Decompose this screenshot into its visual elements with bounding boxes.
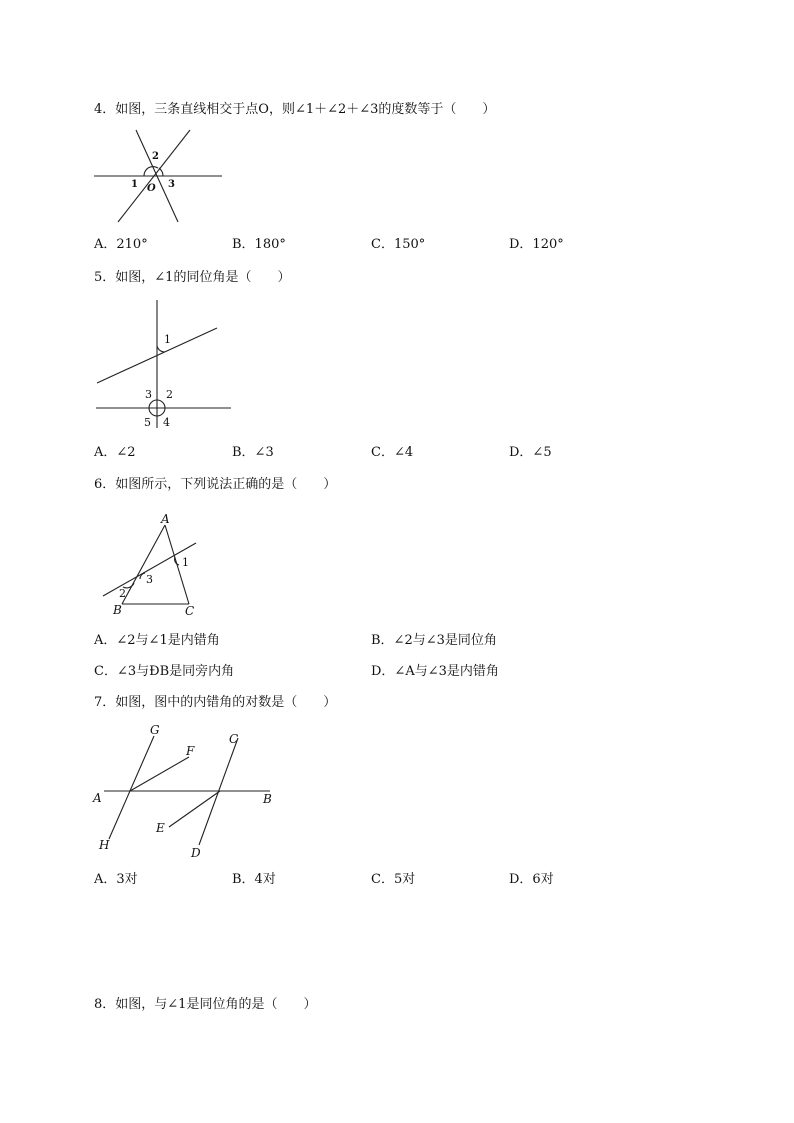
angle-label-2: 2 <box>119 587 126 600</box>
question-5 <box>94 269 290 287</box>
option-a[interactable]: A．3对 <box>94 872 138 887</box>
question-number: 8． <box>94 997 116 1012</box>
angle-label-3: 3 <box>168 179 175 190</box>
transversal-line <box>103 543 196 596</box>
angle-label-4: 4 <box>163 416 170 429</box>
question-8 <box>94 996 316 1014</box>
option-c[interactable]: C．∠3与ÐB是同旁内角 <box>94 664 235 679</box>
question-number: 6． <box>94 477 116 492</box>
question-text: 如图，∠1的同位角是（ ） <box>115 270 291 285</box>
point-label-e: E <box>156 821 165 835</box>
point-label-g: G <box>150 723 160 737</box>
line-gh <box>109 736 154 839</box>
angle-label-1: 1 <box>182 556 189 569</box>
angle-label-1: 1 <box>164 333 171 346</box>
option-a[interactable]: A．210° <box>94 237 148 252</box>
angle-label-3: 3 <box>146 573 153 586</box>
ray-f <box>130 757 189 791</box>
vertex-label-a: A <box>161 512 170 526</box>
question-number: 7． <box>94 695 116 710</box>
figure-three-lines <box>90 128 230 228</box>
question-7 <box>94 694 336 712</box>
question-text: 如图，三条直线相交于点O，则∠1＋∠2＋∠3的度数等于（ ） <box>115 102 496 117</box>
point-label-f: F <box>186 744 195 758</box>
question-text: 如图，图中的内错角的对数是（ ） <box>115 695 337 710</box>
option-c[interactable]: C．5对 <box>371 872 416 887</box>
option-a[interactable]: A．∠2 <box>94 445 136 460</box>
vertex-label-c: C <box>185 604 195 618</box>
angle-label-5: 5 <box>144 416 151 429</box>
option-b[interactable]: B．∠3 <box>232 445 274 460</box>
point-label-b: B <box>263 792 272 806</box>
angle-label-2: 2 <box>166 388 173 401</box>
point-label-a: A <box>93 791 102 805</box>
angle-label-2: 2 <box>152 151 159 162</box>
option-b[interactable]: B．4对 <box>232 872 276 887</box>
option-d[interactable]: D．∠A与∠3是内错角 <box>371 664 499 679</box>
option-b[interactable]: B．180° <box>232 237 286 252</box>
point-label-h: H <box>99 838 110 852</box>
figure-angle-5 <box>90 296 240 436</box>
angle-arc-3 <box>159 168 163 176</box>
question-number: 4． <box>94 102 116 117</box>
point-label-c: C <box>229 732 239 746</box>
option-b[interactable]: B．∠2与∠3是同位角 <box>371 633 497 648</box>
option-d[interactable]: D．120° <box>509 237 564 252</box>
vertex-label-b: B <box>113 603 122 617</box>
point-label-o: O <box>147 183 156 194</box>
option-d[interactable]: D．∠5 <box>509 445 552 460</box>
angle-arc-1 <box>144 168 148 176</box>
angle-label-3: 3 <box>145 388 152 401</box>
question-4 <box>94 101 495 119</box>
option-c[interactable]: C．150° <box>371 237 426 252</box>
figure-lines-7 <box>90 722 290 862</box>
angle-arc-1 <box>157 346 165 352</box>
option-d[interactable]: D．6对 <box>509 872 554 887</box>
question-text: 如图，与∠1是同位角的是（ ） <box>115 997 317 1012</box>
question-6 <box>94 476 336 494</box>
question-text: 如图所示，下列说法正确的是（ ） <box>115 477 337 492</box>
option-c[interactable]: C．∠4 <box>371 445 414 460</box>
angle-label-1: 1 <box>131 179 138 190</box>
question-number: 5． <box>94 270 116 285</box>
option-a[interactable]: A．∠2与∠1是内错角 <box>94 633 220 648</box>
point-label-d: D <box>191 846 201 860</box>
figure-triangle <box>90 510 210 620</box>
